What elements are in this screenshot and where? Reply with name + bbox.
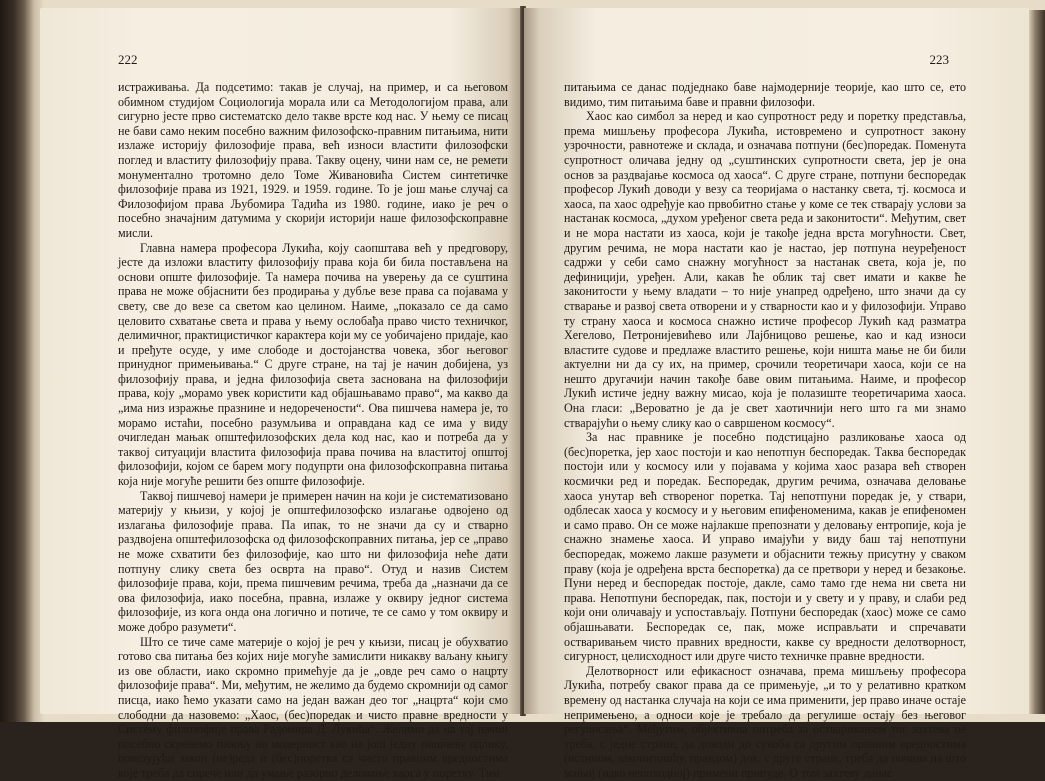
- paragraph: Таквој пишчевој намери је примерен начин на који је систематизовано материју у књизи, у којој је општефилозофско излагање одвојено од излагања филозофије права. Па ипак, то не значи да су и стварно раздвојена општефилозофска од филозофскоправних питања, јер се „право не може схватити без филозофије, као што ни филозофија неће дати потпуну слику света без осврта на право“. Отуд и назив Систем филозофије права, који, према пишчевим речима, треба да „назначи да се ова филозофија, иако посебна, правна, излаже у оквиру једног система филозофије, из кога онда она логично и потиче, те се само у том оквиру и може добро разумети“.: [118, 488, 508, 634]
- right-page: [524, 8, 1029, 780]
- paragraph: Хаос као симбол за неред и као супротност реду и поретку представља, према мишљењу професора Лукића, истовремено и супротност закону узрочности, равнотеже и склада, и означава потпуни (бес)поредак. Поменута супротност оличава једну од „суштинских супротности света, јер је она основ за раздвајање космоса од хаоса“. С друге стране, потпуни беспоредак професор Лукић доводи у везу са теоријама о настанку света, тј. космоса и хаоса, па хаос одређује као првобитно стање у коме се тек стварају услови за настанак космоса, „духом уређеног света реда и законитости“. Међутим, свет и не мора настати из хаоса, који је такође једна врста могућности. Свет, другим речима, не мора настати као је настао, јер потпуна неуређеност садржи у себи само снажну могућност за настанак света, која је, по дефиницији, уређен. Али, какав ће облик тај свет имати и какве ће законитости у њему владати – то није унапред одређено, што значи да су стварање и развој света отворени и у стварности као и у филозофији. Управо ту страну хаоса и космоса снажно истиче професор Лукић кад разматра Хегелово, Петронијевићево или Лајбницово решење, као и кад износи властите судове и предлаже властито решење, који ништа мање не би били актуелни ни да су их, на пример, срочили теоретичари хаоса, који се на нешто другачији начин такође баве овим питањима. Наиме, и професор Лукић истиче једну важну мисао, која је полазиште теоретичарима хаоса. Она гласи: „Вероватно је да је свет хаотичнији него што га ми знамо стварајући о њему слику као о савршеном космосу“.: [564, 109, 966, 430]
- paragraph: истраживања. Да подсетимо: такав је случај, на пример, и са његовом обимном студијом Социологија морала или са Методологијом права, али сигурно јесте прво систематско дело такве врсте код нас. У њему се писац не бави само неким посебно важним филозофско-правним питањима, нити излаже историју филозофије права, већ износи властити филозофски поглед и властиту филозофију права. Такву оцену, чини нам се, не ремети монументално тротомно дело Томе Живановића Систем синтетичке филозофије права из 1921, 1929. и 1959. године. То је још мање случај са Филозофијом права Љубомира Тадића из 1980. године, иако је реч о посебно значајним датумима у скорији историји наше филозофскоправне мисли.: [118, 80, 508, 240]
- page-number-left: 222: [118, 52, 138, 67]
- paragraph: Што се тиче саме материје о којој је реч у књизи, писац је обухватио готово сва питања без којих није могуће замислити никакву ваљану књигу из ове области, иако скромно примећује да је „овде реч само о нацрту филозофије права“. Ми, међутим, не желимо да будемо скромнији од самог писца, иако ћемо указати само на један важан део тог „нацрта“ који смо слободни да назовемо: „Хаос, (бес)поредак и чисто правне вредности у Систему филозофије права Радомира Д. Лукића“. Желимо да на тај начин посебно скренемо пажњу на модерност као на још једну пишчеву одлику, повезујући закон (не)реда и (бес)поретка са чисто правним вредностима које треба да спрече или да умање разорно деловање хаоса у поретку. Тим: [118, 634, 508, 780]
- right-page-text: [564, 80, 966, 781]
- left-page: [40, 8, 522, 780]
- left-page-text: [118, 80, 508, 781]
- page-number-right: 223: [929, 52, 949, 67]
- paragraph: Делотворност или ефикасност означава, према мишљењу професора Лукића, потребу сваког права да се примењује, „и то у релативно кратком времену од настанка случаја на који се има применити, јер право иначе остаје непримењено, а односи које је требало да регулише остају без његовог регулисања“. Међутим, објективна потреба за остваривањем тог захтева не треба, с једне стране, да доводи до сукоба са другим правним вредностима (истином, законитошћу, правдом) док, с друге стране, треба да почива на што мањој (иако неопходној) примени принуде. О том захтеву данас: [564, 663, 966, 780]
- paragraph: Главна намера професора Лукића, коју саопштава већ у предговору, јесте да изложи властиту филозофију права која би била постављена на основи опште филозофије. Та намера почива на уверењу да се суштина права не може објаснити без продирања у дубље везе права са појавама у свету, све до везе са светом као целином. Наиме, „показало се да само целовито схватање света и права у њему ослобађа право чисто техничког, делимичног, практицистичког карактера који му се уобичајено придаје, као и пређуте осуде, у име слободе и достојанства човека, због његовог принудног примењивања.“ С друге стране, на тај је начин добијена, уз филозофију права, и једна филозофија света заснована на филозофији права, коју „морамо увек користити кад објашњавамо право“, ма какво да „има низ изражње празнине и недоречености“. Ова пишчева намера је, то морамо истаћи, посебно разумљива и оправдана кад се има у виду очигледан мањак општефилозофских дела код нас, као и потреба да у таквој ситуацији властита филозофија права почива на властитој општој филозофији, којом се барем могу подупрти она филозофскоправна питања која није могуће решити без опште филозофије.: [118, 240, 508, 489]
- page-edge: [1029, 10, 1045, 714]
- paragraph: За нас правнике је посебно подстицајно разликовање хаоса од (бес)поретка, јер хаос постоји и као непотпун беспоредак. Таква беспоредак постоји или у космосу или у појавама у којима хаос разара већ створен космички ред и поредак. Беспоредак, другим речима, означава деловање хаоса унутар већ створеног поретка. Тај непотпуни поредак је, у ствари, одблесак хаоса у космосу и у његовим епифеноменима, какав је епифеномен и само право. Он се може најлакше препознати у деловању ентропије, која је снажно знамење хаоса. И управо имајући у виду баш тај непотпуни беспоредак, можемо лакше разумети и објаснити тежњу присутну у сваком праву (која је одређена врста беспоретка) да се претвори у неред и безакоње. Пуни неред и беспоредак постоје, дакле, само тамо где нема ни света ни права. Непотпуни беспоредак, пак, постоји и у свету и у праву, и слаби ред који они оличавају и успостављају. Потпуни беспоредак (хаос) може се само објашњавати. Беспоредак се, пак, може исправљати и спречавати остваривањем чисто правних вредности, какве су вредности делотворност, сигурност, целисходност или друге чисто техничке правне вредности.: [564, 430, 966, 664]
- paragraph: питањима се данас подједнако баве најмодерније теорије, као што се, ето видимо, тим питањима баве и правни филозофи.: [564, 80, 966, 109]
